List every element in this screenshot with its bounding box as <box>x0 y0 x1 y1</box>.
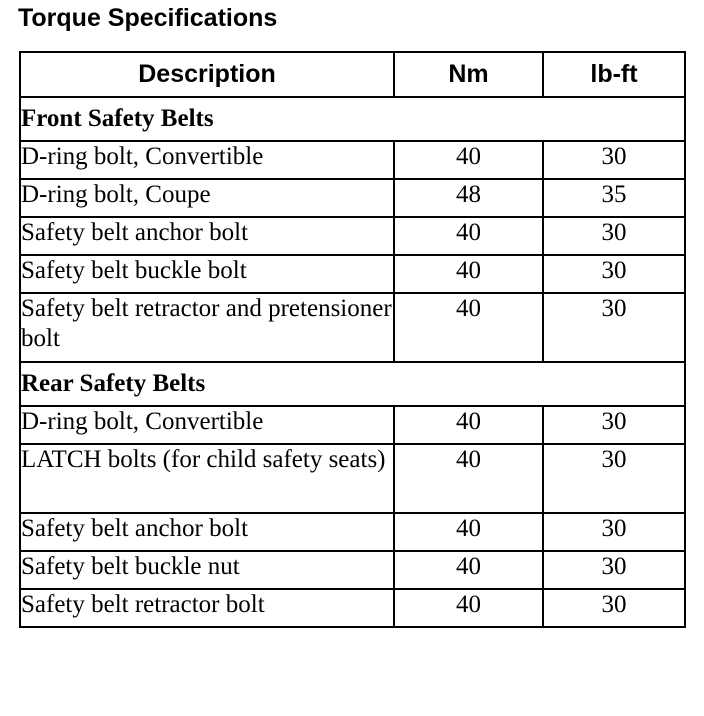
row-lbft-value: 30 <box>543 513 685 551</box>
row-nm-value: 40 <box>394 255 543 293</box>
table-header-row <box>20 52 685 97</box>
row-description: Safety belt buckle nut <box>20 551 394 589</box>
row-description: Safety belt anchor bolt <box>20 513 394 551</box>
table-row <box>20 444 685 513</box>
row-lbft-value: 30 <box>543 293 685 362</box>
row-description: Safety belt retractor and pretensioner bolt <box>20 293 394 362</box>
row-description: Safety belt buckle bolt <box>20 255 394 293</box>
row-description: D-ring bolt, Convertible <box>20 406 394 444</box>
row-lbft-value: 30 <box>543 255 685 293</box>
table-row <box>20 406 685 444</box>
row-nm-value: 40 <box>394 406 543 444</box>
table-row <box>20 513 685 551</box>
row-description: Safety belt retractor bolt <box>20 589 394 627</box>
row-nm-value: 40 <box>394 217 543 255</box>
row-nm-value: 40 <box>394 589 543 627</box>
table-row <box>20 293 685 362</box>
column-header-lbft: lb-ft <box>543 52 685 97</box>
row-nm-value: 40 <box>394 293 543 362</box>
row-nm-value: 48 <box>394 179 543 217</box>
row-lbft-value: 30 <box>543 141 685 179</box>
table-row <box>20 141 685 179</box>
column-header-nm: Nm <box>394 52 543 97</box>
row-description: D-ring bolt, Convertible <box>20 141 394 179</box>
table-row <box>20 255 685 293</box>
row-lbft-value: 30 <box>543 551 685 589</box>
section-label-front-safety-belts: Front Safety Belts <box>20 97 685 141</box>
section-row-front <box>20 97 685 141</box>
section-row-rear <box>20 362 685 406</box>
table-row <box>20 551 685 589</box>
section-label-rear-safety-belts: Rear Safety Belts <box>20 362 685 406</box>
torque-specifications-table <box>19 51 686 628</box>
table-row <box>20 589 685 627</box>
row-lbft-value: 30 <box>543 406 685 444</box>
row-description: LATCH bolts (for child safety seats) <box>20 444 394 513</box>
column-header-description: Description <box>20 52 394 97</box>
row-nm-value: 40 <box>394 444 543 513</box>
row-description: D-ring bolt, Coupe <box>20 179 394 217</box>
row-description: Safety belt anchor bolt <box>20 217 394 255</box>
page-title: Torque Specifications <box>18 4 278 32</box>
row-lbft-value: 30 <box>543 444 685 513</box>
row-nm-value: 40 <box>394 513 543 551</box>
row-nm-value: 40 <box>394 141 543 179</box>
row-lbft-value: 30 <box>543 217 685 255</box>
table-row <box>20 179 685 217</box>
row-lbft-value: 30 <box>543 589 685 627</box>
row-lbft-value: 35 <box>543 179 685 217</box>
row-nm-value: 40 <box>394 551 543 589</box>
table-row <box>20 217 685 255</box>
